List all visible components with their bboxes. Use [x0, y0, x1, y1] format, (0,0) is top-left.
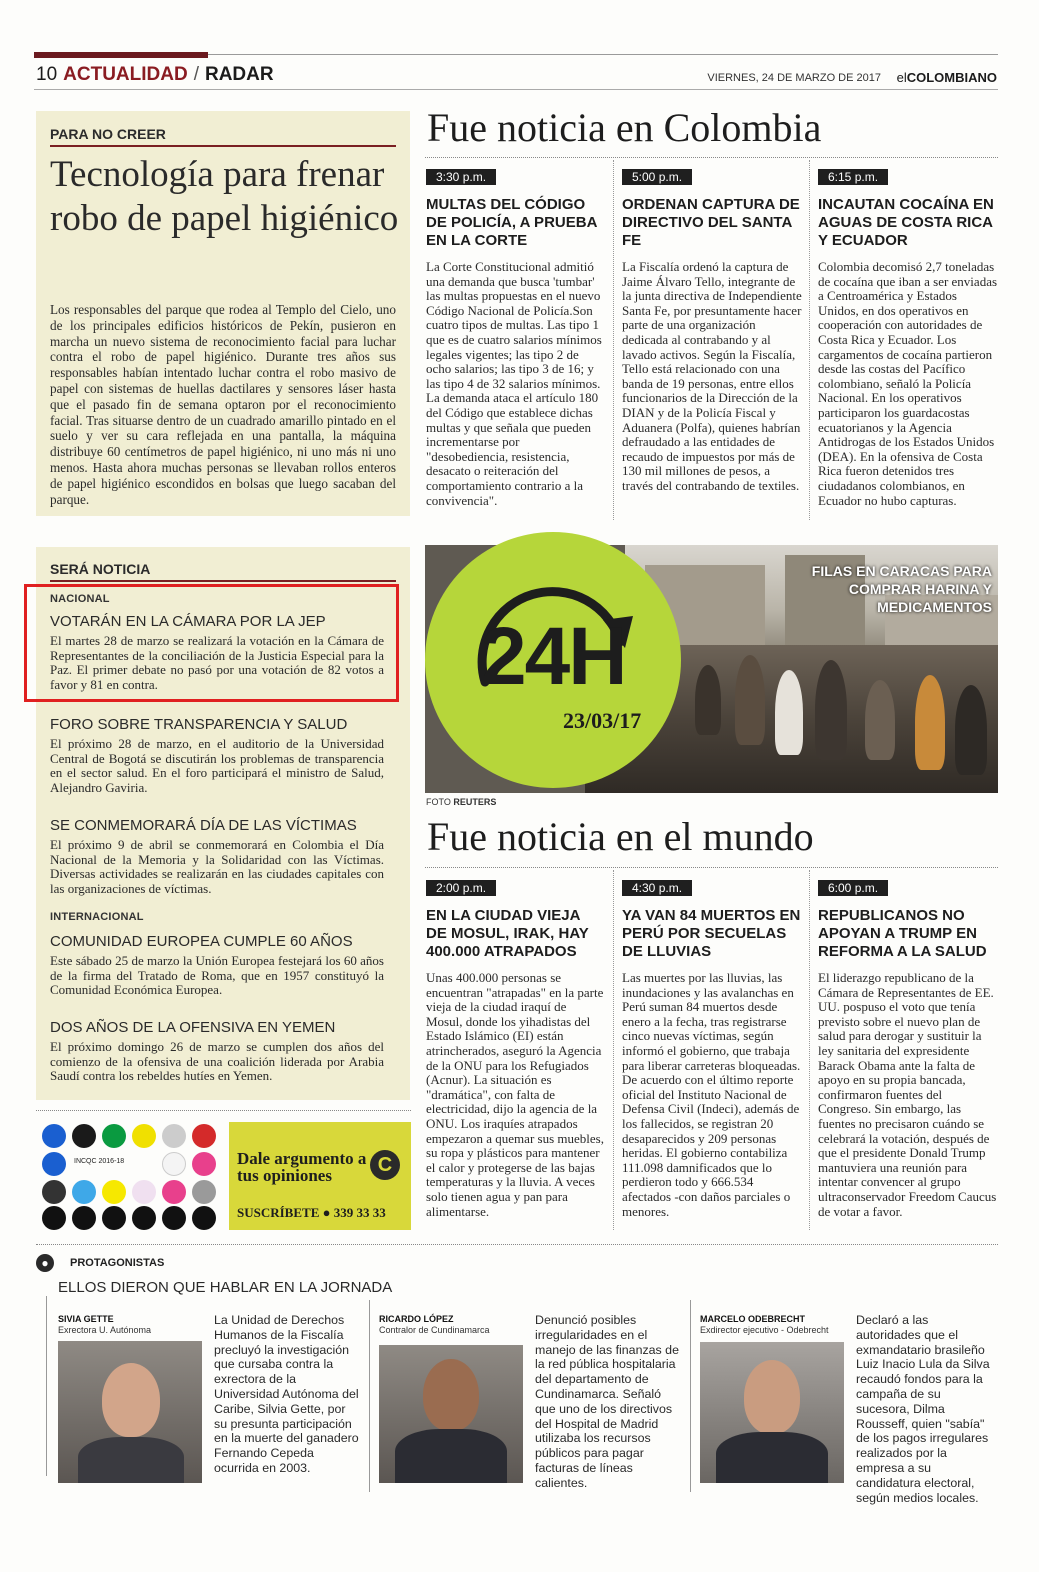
mundo-section-title: Fue noticia en el mundo	[427, 814, 814, 859]
calibration-dot	[132, 1124, 156, 1148]
calibration-dot	[162, 1206, 186, 1230]
24h-date: 23/03/17	[563, 708, 642, 733]
time-tag: 6:00 p.m.	[818, 880, 888, 896]
agenda-item-title: FORO SOBRE TRANSPARENCIA Y SALUD	[50, 716, 348, 733]
protagonist-name: RICARDO LÓPEZ	[379, 1314, 454, 1324]
agenda-item-title: DOS AÑOS DE LA OFENSIVA EN YEMEN	[50, 1019, 336, 1036]
page-number: 10	[36, 64, 58, 85]
news-story	[622, 168, 802, 494]
calibration-dot	[102, 1180, 126, 1204]
story-body: La Corte Constitucional admitió una demanda que busca 'tumbar' las multas propuestas en el nuevo Código Nacional de Policía.Son cuatro tipos de multas. Las tipo 1 que es de cuatro salarios mínimos legales vigentes; las tipo 2 de ocho salarios; las tipo 3 de 16; y las tipo 4 de 32 salarios mínimos. La demanda ataca el artículo 180 del Código que establece dichas multas y que señala que pueden incrementarse por "desobediencia, resistencia, desacato o reiteración del comportamiento contrario a la convivencia".	[426, 259, 602, 508]
story-headline: REPUBLICANOS NO APOYAN A TRUMP EN REFORMA A LA SALUD	[818, 907, 987, 960]
protagonist-role: Exrectora U. Autónoma	[58, 1325, 152, 1335]
photo-body	[395, 1429, 507, 1483]
photo-credit	[426, 797, 496, 807]
newspaper-brand	[897, 70, 997, 85]
time-tag: 2:00 p.m.	[426, 880, 496, 896]
story-body: El liderazgo republicano de la Cámara de Representantes de EE. UU. pospuso el voto que tenía previsto sobre el nuevo plan de salud para derogar y sustituir la ley sanitaria del expresidente Barack Obama ante la falta de apoyo en su propia bancada, confirmaron fuentes del Congreso. Sin embargo, las fuentes no precisaron cuándo se celebrará la votación, después de que el presidente Donald Trump mantuviera una reunión para intentar convencer al grupo ultraconservador Freedom Caucus de votar a favor.	[818, 970, 997, 1219]
photo-credit-source: REUTERS	[453, 797, 497, 807]
protagonist-text: Denunció posibles irregularidades en el manejo de las finanzas de la red pública hospitalaria del departamento de Cundinamarca. Señaló que uno de los directivos del Hospital de Madrid utilizaba los recursos públicos para pagar facturas de líneas calientes.	[535, 1313, 679, 1490]
calibration-dot	[162, 1124, 186, 1148]
calibration-dot	[132, 1180, 156, 1204]
calibration-dot	[102, 1206, 126, 1230]
section-separator: /	[193, 64, 199, 85]
label-nacional: NACIONAL	[50, 593, 110, 605]
photo-caption: FILAS EN CARACAS PARA COMPRAR HARINA Y MEDICAMENTOS	[811, 563, 992, 615]
person-icon: ●	[36, 1254, 54, 1272]
photo-face	[102, 1363, 160, 1437]
protagonist-photo	[379, 1345, 523, 1483]
section-header	[36, 64, 274, 86]
agenda-item-body: El martes 28 de marzo se realizará la votación en la Cámara de Representantes de la conciliación de la Justicia Especial para la Paz. El primer debate no pasó por una votación de 82 votos a favor y 81 en contra.	[50, 633, 384, 692]
ad-divider	[36, 1110, 411, 1111]
para-no-creer-body: Los responsables del parque que rodea al Templo del Cielo, uno de los principales edificios históricos de Pekín, pusieron en marcha un nuevo sistema de reconocimiento facial para luchar contra el robo de papel higiénico. Durante tres años sus responsables habían intentado luchar contra el robo masivo de papel con sistemas de huellas dactilares y sensores láser hasta que el pasado fin de semana optaron por el reconocimiento facial. Tras situarse dentro de un cuadrado amarillo pintado en el suelo y ver su cara reflejada en una pantalla, la máquina distribuye 60 centímetros de papel higiénico, ni uno más ni uno menos. Hasta ahora muchas personas se llevaban rollos enteros de papel higiénico escondidos en bolsas que luego sacaban del parque.	[50, 302, 396, 507]
photo-person	[865, 680, 895, 760]
brand-name: COLOMBIANO	[906, 70, 997, 85]
column-divider	[613, 160, 614, 520]
agenda-item-body: Este sábado 25 de marzo la Unión Europea festejará los 60 años de la firma del Tratado de Roma, que en 1957 constituyó la Comunidad Económica Europea.	[50, 953, 384, 998]
story-body: Unas 400.000 personas se encuentran "atrapadas" en la parte vieja de la ciudad iraquí de Mosul, donde los yihadistas del Estado Islámico (EI) están atrincherados, aseguró la Agencia de la ONU para los Refugiados (Acnur). La situación es "dramática", con falta de electricidad, dijo la agencia de la ONU. Los iraquíes atrapados empezaron a quemar sus muebles, su ropa y plásticos para mantener el calor y protegerse de las bajas temperaturas y la lluvia. A veces solo tienen agua y pan para alimentarse.	[426, 970, 604, 1219]
kicker-rule	[50, 145, 396, 147]
highlight-frame	[24, 584, 399, 702]
protagonistas-subtitle: ELLOS DIERON QUE HABLAR EN LA JORNADA	[58, 1279, 393, 1296]
para-no-creer-title: Tecnología para frenar robo de papel higiénico	[50, 154, 399, 239]
calibration-dot	[192, 1206, 216, 1230]
section-divider	[425, 157, 998, 158]
calibration-dot	[192, 1152, 216, 1176]
label-internacional: INTERNACIONAL	[50, 911, 144, 923]
calibration-dot	[72, 1180, 96, 1204]
photo-body	[78, 1437, 184, 1483]
photo-person	[735, 655, 765, 745]
24h-logo: 24H	[481, 611, 626, 702]
header-accent-bar	[34, 52, 208, 58]
protagonistas-title: PROTAGONISTAS	[70, 1257, 165, 1269]
column-divider	[613, 870, 614, 1230]
story-body: Colombia decomisó 2,7 toneladas de cocaína que iban a ser enviadas a Centroamérica y Estados Unidos, en dos operativos en cooperación con autoridades de Costa Rica y Ecuador. Los cargamentos de cocaína partieron desde las costas del Pacífico colombiano, señaló la Policía Nacional. En los operativos participaron los guardacostas ecuatorianos y la Agencia Antidrogas de los Estados Unidos (DEA). En la ofensiva de Costa Rica fueron detenidos tres ciudadanos colombianos, en Ecuador no hubo capturas.	[818, 259, 998, 508]
calibration-dot	[72, 1124, 96, 1148]
colombia-section-title: Fue noticia en Colombia	[427, 105, 822, 150]
protagonist-name: SIVIA GETTE	[58, 1314, 114, 1324]
ad-slogan: Dale argumento a tus opiniones	[237, 1149, 367, 1185]
photo-credit-label: FOTO	[426, 797, 451, 807]
news-story	[426, 168, 602, 508]
story-body: La Fiscalía ordenó la captura de Jaime Álvaro Tello, integrante de la junta directiva de Independiente Santa Fe, por presuntamente hacer parte de una organización dedicada al contrabando y al lavado activos. Según la Fiscalía, Tello está relacionado con una banda de 19 personas, entre ellos funcionarios de la Dirección de la DIAN y de la Policía Fiscal y Aduanera (Polfa), quienes habrían defraudado a las entidades de recaudo de impuestos por más de 130 mil millones de pesos, a través del contrabando de textiles.	[622, 259, 802, 493]
news-story	[622, 879, 802, 1219]
protagonist-role: Exdirector ejecutivo - Odebrecht	[700, 1325, 829, 1335]
protagonist-role: Contralor de Cundinamarca	[379, 1325, 490, 1335]
calibration-dot	[132, 1206, 156, 1230]
calibration-dot	[42, 1206, 66, 1230]
column-divider	[369, 1300, 370, 1492]
calibration-dot	[42, 1152, 66, 1176]
header-bottom-rule	[34, 89, 998, 90]
news-story	[818, 168, 998, 508]
calibration-dot	[42, 1180, 66, 1204]
time-tag: 3:30 p.m.	[426, 169, 496, 185]
calibration-dot	[192, 1124, 216, 1148]
agenda-item-title: COMUNIDAD EUROPEA CUMPLE 60 AÑOS	[50, 933, 353, 950]
photo-person	[775, 670, 803, 755]
time-tag: 5:00 p.m.	[622, 169, 692, 185]
header-top-rule	[208, 54, 998, 55]
protagonist-text: La Unidad de Derechos Humanos de la Fiscalía precluyó la investigación que cursaba contra la exrectora de la Universidad Autónoma del Caribe, Silvia Gette, por su presunta participación en la muerte del ganadero Fernando Cepeda ocurrida en 2003.	[214, 1313, 359, 1475]
story-headline: MULTAS DEL CÓDIGO DE POLICÍA, A PRUEBA EN LA CORTE	[426, 196, 597, 249]
calibration-dot	[102, 1124, 126, 1148]
time-tag: 4:30 p.m.	[622, 880, 692, 896]
column-divider	[809, 160, 810, 520]
protagonist-photo	[58, 1341, 202, 1483]
story-headline: YA VAN 84 MUERTOS EN PERÚ POR SECUELAS DE LLUVIAS	[622, 907, 801, 960]
photo-person	[695, 665, 721, 735]
calibration-dot	[162, 1152, 186, 1176]
agenda-item-title: SE CONMEMORARÁ DÍA DE LAS VÍCTIMAS	[50, 817, 357, 834]
calibration-dot	[72, 1206, 96, 1230]
sera-noticia-kicker: SERÁ NOTICIA	[50, 561, 151, 577]
color-calibration-chart	[36, 1122, 210, 1230]
story-headline: EN LA CIUDAD VIEJA DE MOSUL, IRAK, HAY 400.000 ATRAPADOS	[426, 907, 589, 960]
photo-person	[815, 660, 847, 760]
news-story	[426, 879, 604, 1219]
story-headline: ORDENAN CAPTURA DE DIRECTIVO DEL SANTA FE	[622, 196, 800, 249]
certification-label: INCQC 2016-18	[74, 1158, 125, 1165]
column-divider	[46, 1296, 47, 1476]
protagonist-photo	[700, 1342, 844, 1483]
protagonist-text: Declaró a las autoridades que el exmandatario brasileño Luiz Inacio Lula da Silva recaudó fondos para la campaña de su sucesora, Dilma Rousseff, quien "sabía" de los pagos irregulares realizados por la empresa a su candidatura electoral, según medios locales.	[856, 1313, 990, 1505]
issue-date: VIERNES, 24 DE MARZO DE 2017	[707, 72, 881, 84]
photo-person	[915, 675, 945, 770]
para-no-creer-kicker: PARA NO CREER	[50, 126, 166, 142]
protagonistas-divider	[36, 1244, 998, 1245]
photo-person	[955, 685, 987, 775]
agenda-item-body: El próximo 9 de abril se conmemorará en Colombia el Día Nacional de la Memoria y la Solidaridad con las Víctimas. Diversas actividades se realizarán en las ciudades capitales con las organizaciones de víctimas.	[50, 837, 384, 896]
agenda-item-title: VOTARÁN EN LA CÁMARA POR LA JEP	[50, 613, 326, 630]
agenda-item-body: El próximo 28 de marzo, en el auditorio de la Universidad Central de Bogotá se discutirán los problemas de transparencia en el sector salud. En el foro participará el ministro de Salud, Alejandro Gaviria.	[50, 736, 384, 795]
photo-face	[744, 1360, 800, 1434]
ad-subscribe-phone[interactable]: SUSCRÍBETE ● 339 33 33	[237, 1205, 386, 1220]
24h-logo-circle	[425, 532, 681, 788]
column-divider	[809, 870, 810, 1230]
subsection-name: RADAR	[204, 64, 274, 85]
section-name: ACTUALIDAD	[63, 64, 188, 85]
column-divider	[690, 1300, 691, 1492]
brand-prefix: el	[896, 70, 907, 85]
photo-body	[716, 1432, 828, 1483]
story-body: Las muertes por las lluvias, las inundaciones y las avalanchas en Perú suman 84 muertos desde enero a la fecha, tras registrarse cinco nuevas víctimas, según informó el gobierno, que trabaja para liberar carreteras bloqueadas. De acuerdo con el último reporte oficial del Instituto Nacional de Defensa Civil (Indeci), además de los fallecidos, se registran 20 desaparecidos y 209 personas heridas. El gobierno contabiliza 111.098 damnificados que lo perdieron todo y 666.534 afectados -con daños parciales o menores.	[622, 970, 801, 1219]
story-headline: INCAUTAN COCAÍNA EN AGUAS DE COSTA RICA Y ECUADOR	[818, 196, 994, 249]
section-divider	[425, 867, 998, 868]
kicker-rule	[50, 580, 396, 582]
photo-face	[423, 1359, 479, 1431]
protagonist-name: MARCELO ODEBRECHT	[700, 1314, 805, 1324]
agenda-item-body: El próximo domingo 26 de marzo se cumplen dos años del comienzo de la ofensiva de una coalición liderada por Arabia Saudí contra los rebeldes hutíes en Yemen.	[50, 1039, 384, 1084]
calibration-dot	[162, 1180, 186, 1204]
time-tag: 6:15 p.m.	[818, 169, 888, 185]
calibration-dot	[192, 1180, 216, 1204]
calibration-dot	[42, 1124, 66, 1148]
news-story	[818, 879, 998, 1219]
ad-logo-icon: C	[370, 1150, 400, 1180]
